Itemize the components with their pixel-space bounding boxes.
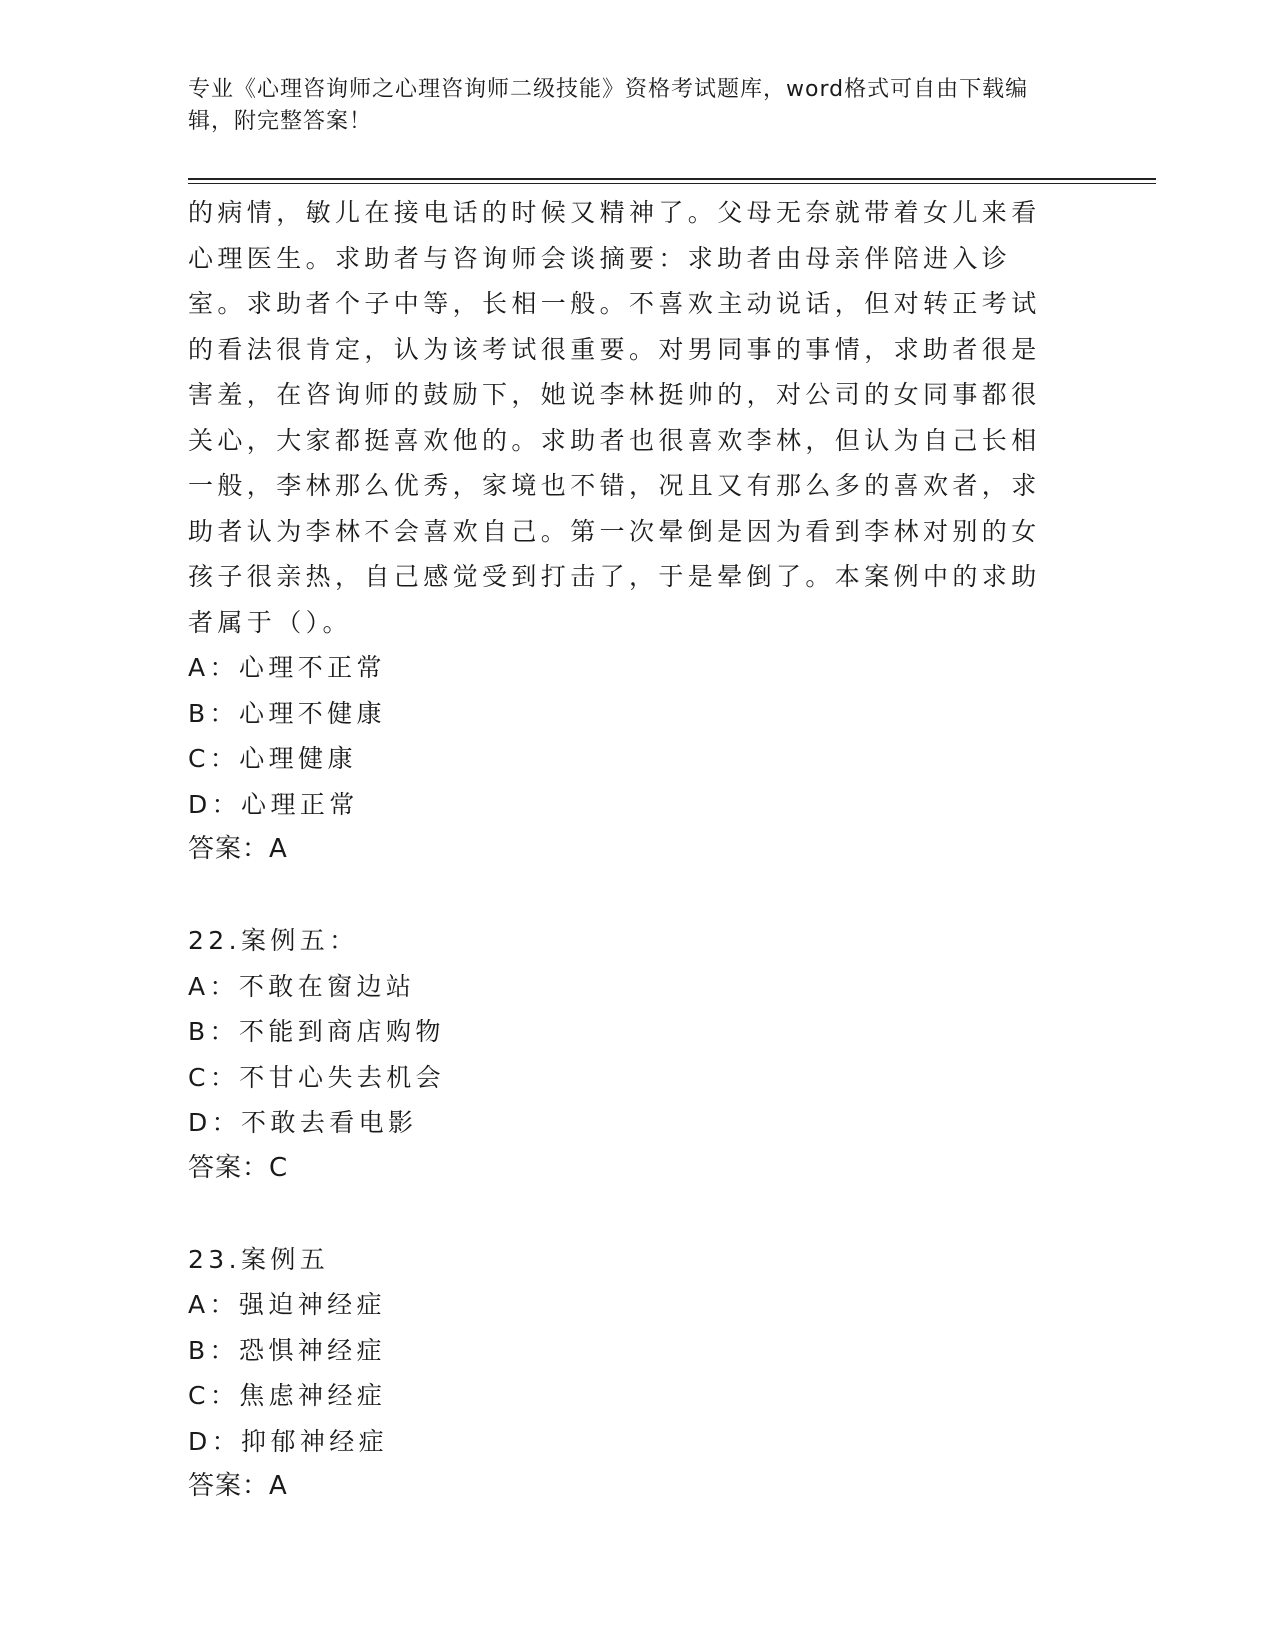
question-21-answer: 答案：A: [188, 834, 288, 864]
question-22-option-d: D：不敢去看电影: [188, 1108, 418, 1137]
document-body: [188, 190, 1058, 1510]
question-23: [188, 1237, 1058, 1510]
question-23-option-a: A：强迫神经症: [188, 1290, 386, 1319]
question-21-stem: 的病情，敏儿在接电话的时候又精神了。父母无奈就带着女儿来看心理医生。求助者与咨询师会谈摘要：求助者由母亲伴陪进入诊室。求助者个子中等，长相一般。不喜欢主动说话，但对转正考试的看法很肯定，认为该考试很重要。对男同事的事情，求助者很是害羞，在咨询师的鼓励下，她说李林挺帅的，对公司的女同事都很关心，大家都挺喜欢他的。求助者也很喜欢李林，但认为自己长相一般，李林那么优秀，家境也不错，况且又有那么多的喜欢者，求助者认为李林不会喜欢自己。第一次晕倒是因为看到李林对别的女孩子很亲热，自己感觉受到打击了，于是晕倒了。本案例中的求助者属于（）。: [188, 198, 1041, 637]
question-23-option-d: D：抑郁神经症: [188, 1426, 389, 1456]
header-divider-thin: [188, 183, 1156, 184]
spacer: [188, 873, 1058, 919]
header-text: 专业《心理咨询师之心理咨询师二级技能》资格考试题库，word格式可自由下载编辑，附完整答案！: [188, 77, 1029, 134]
question-21-option-b: B：心理不健康: [188, 698, 386, 728]
question-22-title: 22.案例五：: [188, 926, 359, 955]
question-21-option-a: A：心理不正常: [188, 653, 386, 682]
question-22-answer: 答案：C: [188, 1152, 289, 1183]
question-22: [188, 918, 1058, 1191]
question-21-option-d: D：心理正常: [188, 789, 359, 819]
question-21: [188, 190, 1058, 873]
question-23-title: 23.案例五: [188, 1244, 330, 1274]
question-23-option-b: B：恐惧神经症: [188, 1335, 386, 1365]
question-23-option-c: C：焦虑神经症: [188, 1381, 387, 1410]
question-23-answer: 答案：A: [188, 1471, 288, 1501]
header-divider-thick: [188, 178, 1156, 180]
question-22-option-c: C：不甘心失去机会: [188, 1062, 446, 1092]
question-22-option-a: A：不敢在窗边站: [188, 971, 416, 1001]
spacer: [188, 1191, 1058, 1237]
document-header: [188, 74, 1068, 138]
question-22-option-b: B：不能到商店购物: [188, 1017, 445, 1046]
question-21-option-c: C：心理健康: [188, 744, 357, 773]
